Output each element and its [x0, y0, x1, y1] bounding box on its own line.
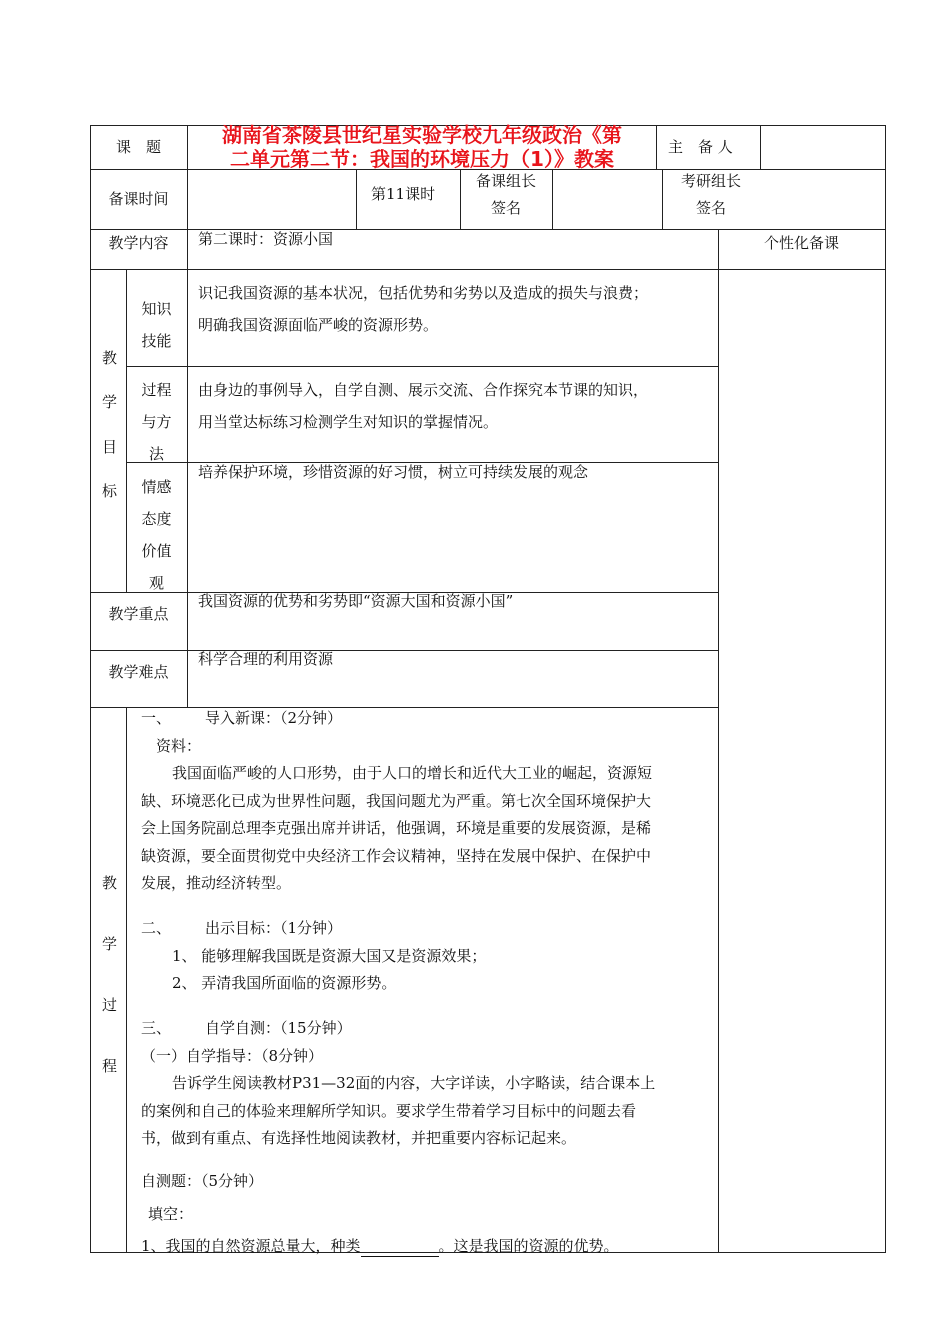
col-divider: [187, 269, 188, 592]
process-char-3: 过: [102, 996, 118, 1014]
guide-text-3: 书，做到有重点、有选择性地阅读教材，并把重要内容标记起来。: [141, 1129, 577, 1147]
question-1-prefix: 1、我国的自然资源总量大，种类: [141, 1237, 361, 1255]
difficulty-label: 教学难点: [108, 663, 169, 681]
emotion-label-2: 态度: [141, 510, 172, 528]
col-divider: [760, 125, 761, 169]
table-border-right: [885, 125, 886, 1253]
col-divider: [126, 707, 127, 1252]
process-char-1: 教: [102, 874, 118, 892]
emotion-text: 培养保护环境，珍惜资源的好习惯，树立可持续发展的观念: [198, 463, 589, 481]
row-divider: [90, 707, 718, 708]
title-line-2: 二单元第二节：我国的环境压力（1）》教案: [230, 147, 614, 171]
material-text-4: 缺资源，要全面贯彻党中央经济工作会议精神，坚持在发展中保护、在保护中: [141, 847, 652, 865]
section-3-number: 三、: [141, 1019, 172, 1037]
material-label: 资料：: [156, 737, 202, 755]
page-title: [192, 123, 652, 171]
row-divider: [90, 650, 718, 651]
knowledge-text-1: 识记我国资源的基本状况，包括优势和劣势以及造成的损失与浪费；: [198, 284, 649, 302]
material-text-1: 我国面临严峻的人口形势，由于人口的增长和近代大工业的崛起，资源短: [172, 764, 653, 782]
research-leader-sign-label-1: 考研组长: [680, 172, 741, 190]
group-leader-sign-label-1: 备课组长: [475, 172, 536, 190]
objectives-char-4: 标: [102, 482, 118, 500]
teaching-content-label: 教学内容: [108, 234, 169, 252]
process-char-4: 程: [102, 1057, 118, 1075]
section-1-title: 导入新课：（2分钟）: [205, 709, 343, 727]
col-divider: [718, 229, 719, 1252]
col-divider: [356, 169, 357, 229]
objectives-char-2: 学: [102, 393, 118, 411]
group-leader-sign-label-2: 签名: [490, 199, 521, 217]
material-text-3: 会上国务院副总理李克强出席并讲话，他强调，环境是重要的发展资源，是稀: [141, 819, 652, 837]
key-point-label: 教学重点: [108, 605, 169, 623]
process-label-2: 与方: [141, 413, 172, 431]
objectives-char-1: 教: [102, 349, 118, 367]
knowledge-label-1: 知识: [141, 300, 172, 318]
emotion-label-1: 情感: [141, 478, 172, 496]
process-text-2: 用当堂达标练习检测学生对知识的掌握情况。: [198, 413, 499, 431]
col-divider: [187, 125, 188, 269]
row-divider: [126, 366, 718, 367]
goal-1: 1、 能够理解我国既是资源大国又是资源效果；: [172, 947, 487, 965]
prep-time-label: 备课时间: [108, 190, 169, 208]
material-text-5: 发展，推动经济转型。: [141, 874, 292, 892]
process-label-3: 法: [148, 445, 164, 463]
section-2-number: 二、: [141, 919, 172, 937]
process-char-2: 学: [102, 935, 118, 953]
knowledge-label-2: 技能: [141, 332, 172, 350]
research-leader-sign-label-2: 签名: [695, 199, 726, 217]
col-divider: [656, 125, 657, 169]
row-divider: [90, 269, 886, 270]
col-divider: [552, 169, 553, 229]
personal-prep-label: 个性化备课: [763, 234, 839, 252]
difficulty-value: 科学合理的利用资源: [198, 650, 334, 668]
material-text-2: 缺、环境恶化已成为世界性问题，我国问题尤为严重。第七次全国环境保护大: [141, 792, 652, 810]
guide-text-2: 的案例和自己的体验来理解所学知识。要求学生带着学习目标中的问题去看: [141, 1102, 637, 1120]
guide-title: （一）自学指导：（8分钟）: [141, 1047, 324, 1065]
lead-preparer-label: 主 备 人: [668, 138, 733, 156]
emotion-label-4: 观: [148, 574, 164, 592]
teaching-content-value: 第二课时：资源小国: [198, 230, 334, 248]
section-3-title: 自学自测：（15分钟）: [205, 1019, 352, 1037]
question-1-suffix: 。这是我国的资源的优势。: [438, 1237, 619, 1255]
process-label-1: 过程: [141, 381, 172, 399]
question-1: [141, 1235, 619, 1257]
section-2-title: 出示目标：（1分钟）: [205, 919, 343, 937]
section-1-number: 一、: [141, 709, 172, 727]
goal-2: 2、 弄清我国所面临的资源形势。: [172, 974, 397, 992]
objectives-char-3: 目: [102, 438, 118, 456]
key-point-value: 我国资源的优势和劣势即“资源大国和资源小国”: [198, 592, 514, 610]
knowledge-text-2: 明确我国资源面临严峻的资源形势。: [198, 316, 439, 334]
table-border-left: [90, 125, 91, 1253]
answer-blank[interactable]: [361, 1240, 439, 1257]
process-text-1: 由身边的事例导入，自学自测、展示交流、合作探究本节课的知识，: [198, 381, 649, 399]
topic-label: 课 题: [115, 138, 161, 156]
emotion-label-3: 价值: [141, 542, 172, 560]
guide-text-1: 告诉学生阅读教材P31—32面的内容，大字详读，小字略读，结合课本上: [172, 1074, 656, 1092]
col-divider: [187, 592, 188, 707]
title-line-1: 湖南省茶陵县世纪星实验学校九年级政治《第: [222, 123, 622, 147]
self-test-title: 自测题：（5分钟）: [141, 1172, 264, 1190]
session-number: 第11课时: [371, 185, 436, 203]
fill-in-label: 填空：: [148, 1205, 194, 1223]
